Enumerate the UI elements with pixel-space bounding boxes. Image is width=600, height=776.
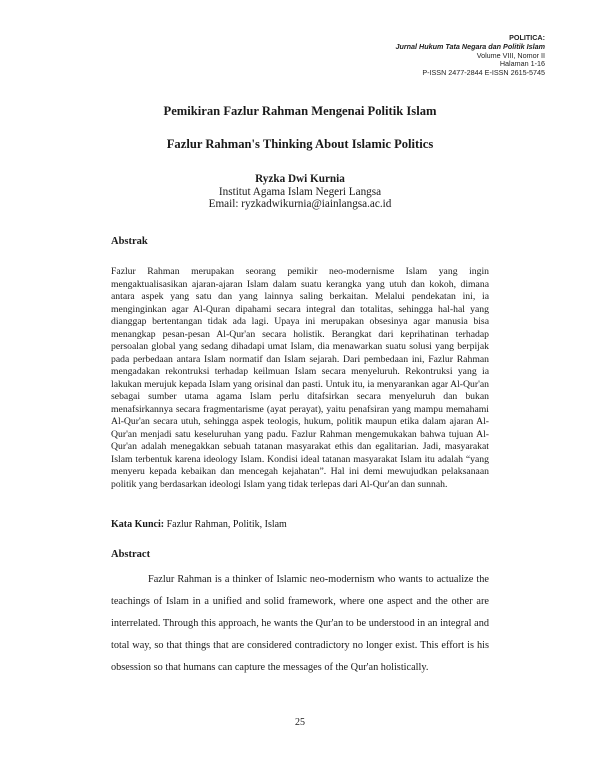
abstract-heading: Abstract <box>111 549 151 560</box>
author-affiliation: Institut Agama Islam Negeri Langsa <box>218 185 382 198</box>
author-block <box>0 173 600 211</box>
journal-pages: Halaman 1-16 <box>499 59 545 69</box>
paper-title-english: Fazlur Rahman's Thinking About Islamic Politics <box>166 137 434 151</box>
keywords-line <box>111 519 287 530</box>
abstrak-heading: Abstrak <box>111 236 148 247</box>
journal-volume: Volume VIII, Nomor II <box>476 50 545 60</box>
journal-name: POLITICA: <box>509 33 545 42</box>
paper-title-indonesian: Pemikiran Fazlur Rahman Mengenai Politik Islam <box>163 104 437 118</box>
author-name: Ryzka Dwi Kurnia <box>255 173 345 185</box>
journal-header <box>225 34 545 78</box>
journal-issn: P-ISSN 2477-2844 E-ISSN 2615-5745 <box>422 68 545 78</box>
page-number: 25 <box>295 717 305 728</box>
author-email: Email: ryzkadwikurnia@iainlangsa.ac.id <box>208 198 392 210</box>
keywords-value: Fazlur Rahman, Politik, Islam <box>164 519 287 530</box>
abstrak-body: Fazlur Rahman merupakan seorang pemikir neo-modernisme Islam yang ingin mengaktualisasikan ajaran-ajaran Islam dalam suatu kerangka yang utuh dan kokoh, dimana antara aspek yang satu dan yang lainnya saling berkaitan. Melalui pendekatan ini, ia menginginkan agar Al-Quran dipahami secara integral dan totalitas, sehingga hal-hal yang dianggap bertentangan tidak ada lagi. Upaya ini merupakan obsesinya agar manusia bisa menangkap pesan-pesan Al-Qur'an secara holistik. Berangkat dari keprihatinan terhadap persoalan global yang sedang dihadapi umat Islam, dia menawarkan suatu solusi yang berpijak pada perbedaan antara Islam normatif dan Islam sejarah. Dari pembedaan ini, Fazlur Rahman mengadakan rekontruksi terhadap keilmuan Islam secara menyeluruh. Rekontruksi yang ia lakukan merujuk kepada Islam yang orisinal dan pasti. Untuk itu, ia menyarankan agar Al-Qur'an sebagai sumber utama agama Islam perlu ditafsirkan secara menyeluruh dan bukan menafsirkannya secara fragmentarisme (ayat perayat), yaitu penafsiran yang mampu memahami Al-Qur'an secara utuh, sehingga aspek teologis, hukum, politik maupun etika dalam ajaran Al-Qur'an menjadi satu keseluruhan yang padu. Fazlur Rahman mengemukakan bahwa tujuan Al-Qur'an adalah menegakkan sebuah tatanan masyarakat ethis dan egalitarian. Jadi, masyarakat Islam terbentuk karena ideology Islam. Kondisi ideal tatanan masyarakat Islam itu adalah “yang menyeru kepada kebaikan dan mencegah kejahatan”. Hal ini demi mewujudkan pelaksanaan politik yang berdasarkan ideologi Islam yang tidak terlepas dari Al-Qur'an dan sunnah. <box>111 266 489 490</box>
journal-full-name: Jurnal Hukum Tata Negara dan Politik Islam <box>395 41 545 51</box>
keywords-label: Kata Kunci: <box>111 519 165 530</box>
abstract-body: Fazlur Rahman is a thinker of Islamic neo-modernism who wants to actualize the teachings of Islam in a unified and solid framework, where one aspect and the other are interrelated. Through this approach, he wants the Qur'an to be understood in an integral and total way, so that things that are considered contradictory no longer exist. This effort is his obsession so that humans can capture the messages of the Qur'an holistically. <box>111 574 489 673</box>
